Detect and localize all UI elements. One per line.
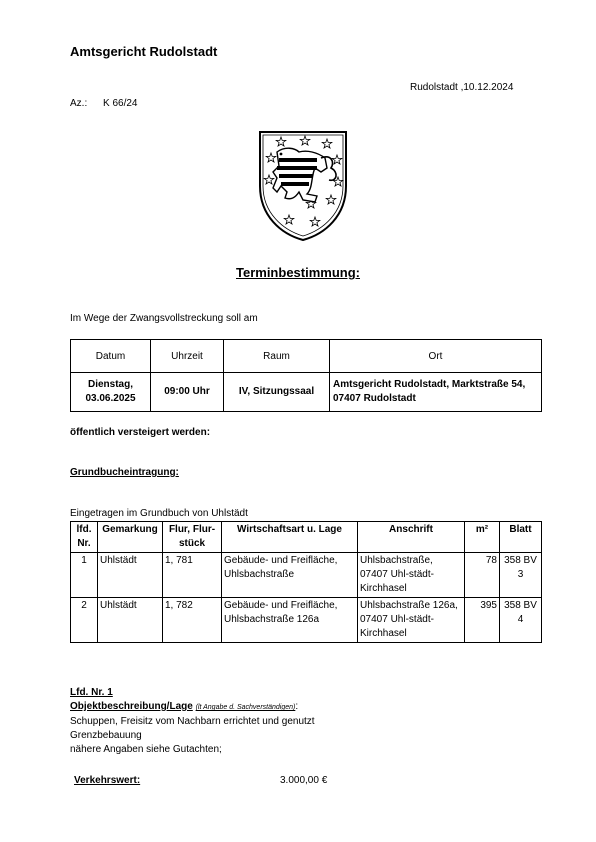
auction-room: IV, Sitzungssaal xyxy=(224,373,330,412)
header-wirtschaftsart: Wirtschaftsart u. Lage xyxy=(222,522,358,553)
row-anschrift: Uhlsbachstraße 126a, 07407 Uhl-städt-Kirchhasel xyxy=(358,598,465,643)
land-register-table xyxy=(70,521,542,643)
row-gemarkung: Uhlstädt xyxy=(98,553,163,598)
auction-date: 03.06.2025 xyxy=(85,393,136,404)
row-wirtschaftsart: Gebäude- und Freifläche, Uhlsbachstraße 126a xyxy=(222,598,358,643)
land-register-intro: Eingetragen im Grundbuch von Uhlstädt xyxy=(70,508,248,519)
object-description-line: Schuppen, Freisitz vom Nachbarn errichtet und genutzt xyxy=(70,716,315,727)
header-flur: Flur, Flur-stück xyxy=(163,522,222,553)
row-gemarkung: Uhlstädt xyxy=(98,598,163,643)
thuringia-coat-of-arms-icon xyxy=(255,128,351,244)
schedule-value-row xyxy=(71,373,542,412)
auction-weekday: Dienstag, xyxy=(87,379,133,390)
header-gemarkung: Gemarkung xyxy=(98,522,163,553)
schedule-header-row xyxy=(71,340,542,373)
market-value-label: Verkehrswert: xyxy=(74,775,141,786)
place-date: Rudolstadt ,10.12.2024 xyxy=(410,82,514,93)
row-lfd: 1 xyxy=(71,553,98,598)
court-name: Amtsgericht Rudolstadt xyxy=(70,44,218,59)
land-register-header-row xyxy=(71,522,542,553)
header-lfd: lfd. Nr. xyxy=(71,522,98,553)
table-row xyxy=(71,553,542,598)
intro-text: Im Wege der Zwangsvollstreckung soll am xyxy=(70,313,258,324)
row-lfd: 2 xyxy=(71,598,98,643)
header-room: Raum xyxy=(224,340,330,373)
schedule-table xyxy=(70,339,542,412)
land-register-heading: Grundbucheintragung: xyxy=(70,467,179,478)
header-location: Ort xyxy=(330,340,542,373)
row-anschrift: Uhlsbachstraße, 07407 Uhl-städt-Kirchhasel xyxy=(358,553,465,598)
header-m2: m² xyxy=(465,522,500,553)
row-flur: 1, 782 xyxy=(163,598,222,643)
auction-time: 09:00 Uhr xyxy=(151,373,224,412)
public-notice: öffentlich versteigert werden: xyxy=(70,427,211,438)
document-title: Terminbestimmung: xyxy=(236,265,360,280)
row-blatt: 358 BV 3 xyxy=(500,553,542,598)
file-number-label: Az.: xyxy=(70,98,88,109)
object-colon: : xyxy=(295,701,299,712)
object-description-line: Grenzbebauung xyxy=(70,730,142,741)
header-date: Datum xyxy=(71,340,151,373)
header-anschrift: Anschrift xyxy=(358,522,465,553)
object-heading: Objektbeschreibung/Lage xyxy=(70,701,193,712)
auction-date-cell xyxy=(71,373,151,412)
row-blatt: 358 BV 4 xyxy=(500,598,542,643)
auction-location: Amtsgericht Rudolstadt, Marktstraße 54, 07407 Rudolstadt xyxy=(330,373,542,412)
object-heading-line xyxy=(70,701,298,712)
file-number: K 66/24 xyxy=(103,98,138,109)
object-note: (lt Angabe d. Sachverständigen) xyxy=(195,704,296,711)
object-description xyxy=(70,715,315,757)
market-value: 3.000,00 € xyxy=(280,775,328,786)
header-blatt: Blatt xyxy=(500,522,542,553)
object-description-line: nähere Angaben siehe Gutachten; xyxy=(70,744,222,755)
header-time: Uhrzeit xyxy=(151,340,224,373)
row-m2: 395 xyxy=(465,598,500,643)
table-row xyxy=(71,598,542,643)
object-number: Lfd. Nr. 1 xyxy=(70,687,113,698)
row-m2: 78 xyxy=(465,553,500,598)
row-wirtschaftsart: Gebäude- und Freifläche, Uhlsbachstraße xyxy=(222,553,358,598)
row-flur: 1, 781 xyxy=(163,553,222,598)
